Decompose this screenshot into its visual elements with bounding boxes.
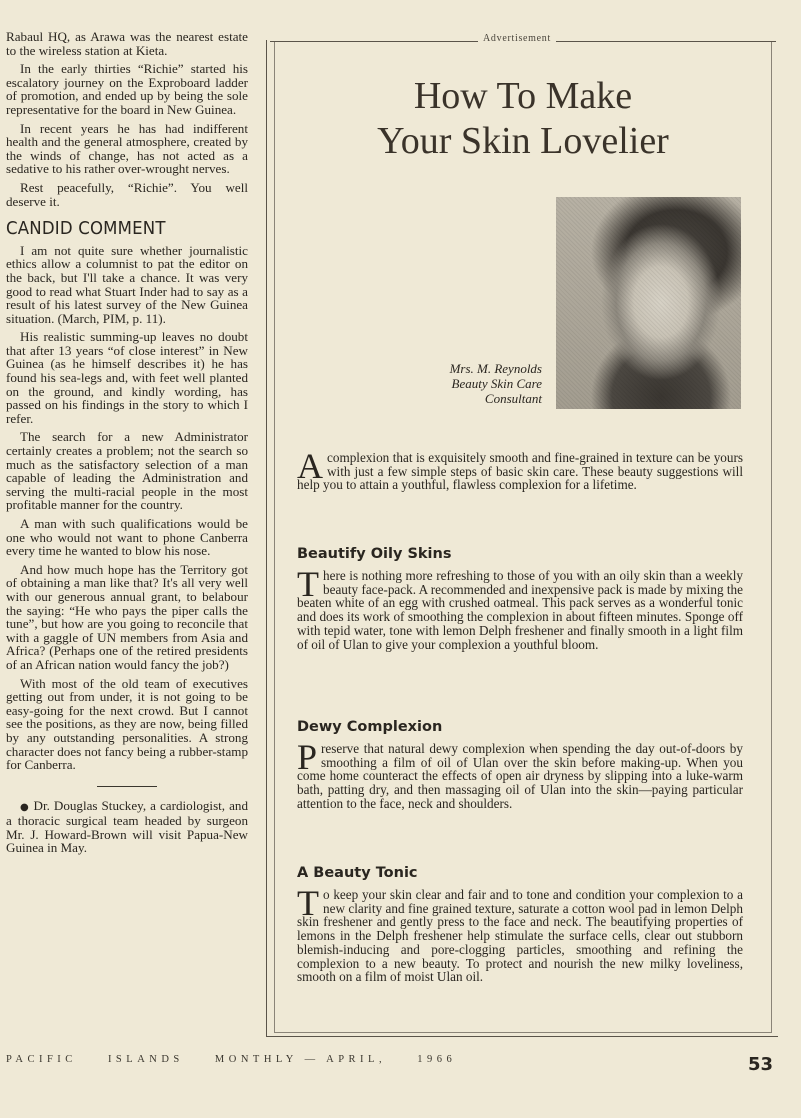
ad-section-body	[297, 737, 743, 811]
ad-section-text: here is nothing more refreshing to those of you with an oily skin than a weekly beauty face-pack. A recommended and inexpensive pack is made by mixing the beaten white of an egg with crushed oatmeal. This pack serves as a wonderful tonic and does its work of smoothing the complexion in about fifteen minutes. Sponge off with tepid water, tone with lemon Delph freshener and finally smooth in a light film of oil of Ulan to give your complexion a youthful bloom.	[297, 568, 743, 652]
ad-title-line: How To Make	[413, 75, 633, 117]
caption-line: Beauty Skin Care	[451, 375, 542, 391]
left-column	[6, 30, 248, 860]
divider	[97, 786, 157, 787]
ad-subheading: Dewy Complexion	[297, 719, 443, 735]
section-heading: CANDID COMMENT	[6, 218, 166, 240]
advertisement-label: Advertisement	[478, 33, 556, 44]
ad-subheading: A Beauty Tonic	[297, 865, 418, 881]
ad-intro	[297, 446, 743, 493]
ad-section-text: o keep your skin clear and fair and to tone and condition your complexion to a new clarity and fine grained texture, saturate a cotton wool pad in lemon Delph skin freshener and gently press to the face and neck. The beautifying properties of lemons in the Delph freshener help stimulate the surface cells, clear out stubborn blemish-inducing and pore-clogging particles, smoothing and refining the complexion to a new beauty. To protect and nourish the new milky loveliness, smooth on a film of moist Ulan oil.	[297, 887, 743, 985]
paragraph: With most of the old team of executives getting out from under, it is not going to be easy-going for the next crowd. But I cannot see the positions, as they are now, being filled by any outstanding personalities. A strong character does not fancy being a rubber-stamp for Canberra.	[6, 675, 248, 773]
ad-subheading: Beautify Oily Skins	[297, 546, 452, 562]
paragraph: In recent years he has had indifferent health and the general atmosphere, created by the winds of change, has not acted as a sedative to his rather over-wrought nerves.	[6, 120, 248, 177]
footer-publication: PACIFIC	[6, 1054, 77, 1065]
bullet-text: Dr. Douglas Stuckey, a cardiologist, and a thoracic surgical team headed by surgeon Mr. J. Howard-Brown will visit Papua-New Guinea in May.	[6, 797, 248, 856]
drop-cap: P	[297, 737, 318, 777]
footer-issue: MONTHLY — APRIL,	[214, 1054, 387, 1065]
paragraph: Rest peacefully, “Richie”. You well deserve it.	[6, 179, 248, 209]
photo-caption	[414, 362, 542, 406]
advertisement-bottom-rule	[266, 1036, 778, 1037]
ad-section-text: reserve that natural dewy complexion when spending the day out-of-doors by smoothing a film of oil of Ulan over the skin before making-up. When you come home counteract the effects of open air dryness by slipping into a luke-warm bath, patting dry, and then massaging oil of Ulan into the skin—paying particular attention to the face, neck and shoulders.	[297, 741, 743, 811]
portrait-photo	[556, 197, 741, 409]
paragraph: In the early thirties “Richie” started his escalatory journey on the Exproboard ladder of promotion, and ended up by being the sole representative for the board in New Guinea.	[6, 61, 248, 117]
footer-publication: ISLANDS	[107, 1054, 184, 1065]
caption-line: Consultant	[484, 390, 542, 406]
paragraph: And how much hope has the Territory got of obtaining a man like that? It's all very well with our generous annual grant, to belabour the saying: “He who pays the piper calls the tune”, but how are you going to reconcile that with a gaggle of UN members from Asia and Africa? (Perhaps one of the retired presidents of an African nation would fancy the job?)	[6, 561, 248, 672]
bullet-icon: ●	[20, 801, 30, 813]
ad-intro-text: complexion that is exquisitely smooth and fine-grained in texture can be yours with just a few simple steps of basic skin care. These beauty suggestions will help you to attain a youthful, flawless complexion for a lifetime.	[297, 450, 743, 493]
paragraph: The search for a new Administrator certainly creates a problem; not the search so much as the satisfactory selection of a man capable of leading the Administration and serving the multi-racial people in the most profitable manner for the country.	[6, 429, 248, 513]
footer-year: 1966	[417, 1054, 457, 1065]
bullet-paragraph	[6, 799, 248, 855]
ad-title-line: Your Skin Lovelier	[377, 120, 669, 162]
caption-line: Mrs. M. Reynolds	[449, 361, 542, 376]
drop-cap: A	[297, 446, 323, 486]
page-footer	[6, 1054, 480, 1065]
page-number: 53	[748, 1054, 774, 1075]
paragraph: His realistic summing-up leaves no doubt that after 13 years “of close interest” in New Guinea (as he himself describes it) he has found his sea-legs and, with feet well planted on the ground, and kindly wording, has passed on his findings in the story to which I refer.	[6, 329, 248, 426]
ad-section-body	[297, 883, 743, 985]
ad-section-body	[297, 564, 743, 652]
drop-cap: T	[297, 883, 319, 923]
ad-title	[278, 74, 768, 164]
advertisement-inner-border	[274, 42, 772, 1033]
drop-cap: T	[297, 564, 319, 604]
paragraph: Rabaul HQ, as Arawa was the nearest estate to the wireless station at Kieta.	[6, 29, 248, 58]
paragraph: I am not quite sure whether journalistic ethics allow a columnist to pat the editor on the back, but I'll take a chance. It was very good to read what Stuart Inder had to say as a result of his latest survey of the New Guinea situation. (March, PIM, p. 11).	[6, 242, 248, 326]
paragraph: A man with such qualifications would be one who would not want to phone Canberra every time he wanted to blow his nose.	[6, 516, 248, 559]
